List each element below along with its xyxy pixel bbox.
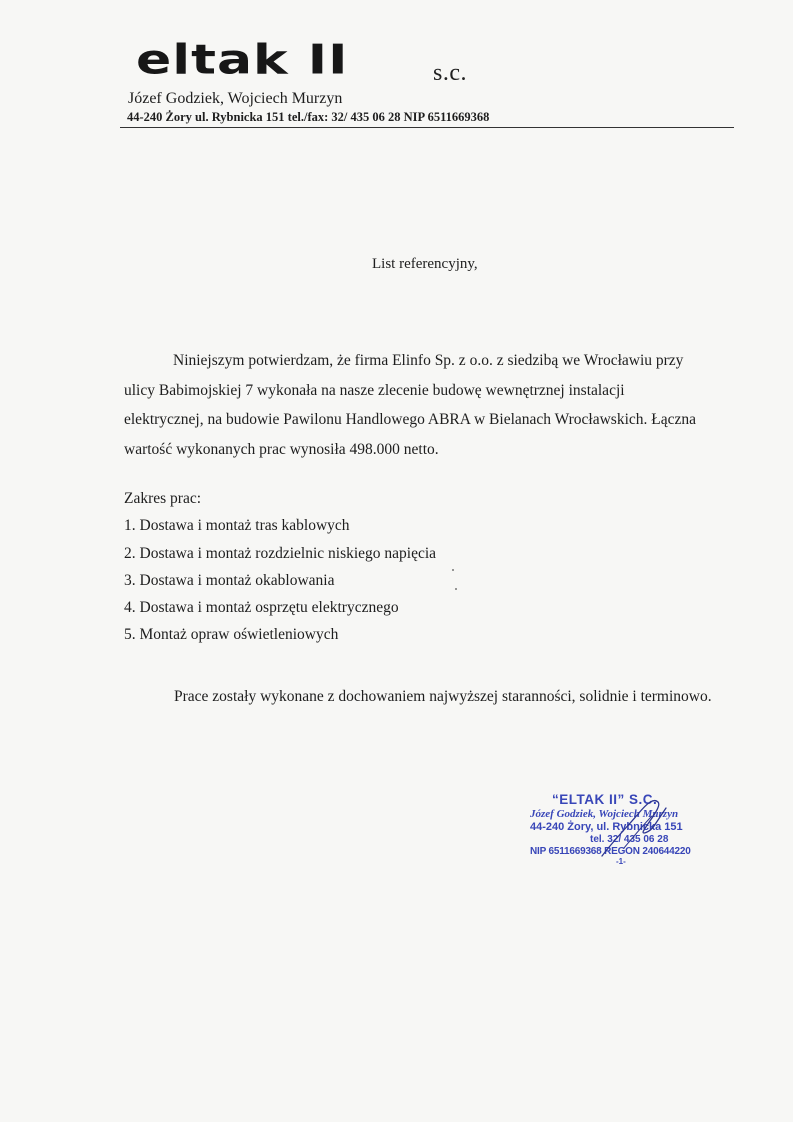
paragraph-line: ulicy Babimojskiej 7 wykonała na nasze zlecenie budowę wewnętrznej instalacji — [124, 381, 625, 399]
handwritten-signature — [594, 796, 674, 860]
letter-heading: List referencyjny, — [372, 256, 478, 272]
paragraph-line: Niniejszym potwierdzam, że firma Elinfo Sp. z o.o. z siedzibą we Wrocławiu przy — [173, 352, 684, 369]
company-stamp — [530, 790, 720, 870]
scope-item: 5. Montaż opraw oświetleniowych — [124, 626, 339, 644]
company-address: 44-240 Żory ul. Rybnicka 151 tel./fax: 32/ 435 06 28 NIP 6511669368 — [127, 110, 490, 124]
scope-item: 1. Dostawa i montaż tras kablowych — [124, 517, 350, 535]
closing-sentence: Prace zostały wykonane z dochowaniem najwyższej staranności, solidnie i terminowo. — [174, 688, 712, 705]
paragraph-line: wartość wykonanych prac wynosiła 498.000 netto. — [124, 440, 439, 458]
stamp-address: 44-240 Żory, ul. Rybnicka 151 — [530, 821, 683, 833]
scope-of-work — [124, 485, 436, 649]
scope-item: 3. Dostawa i montaż okablowania — [124, 571, 335, 589]
letter-paragraph — [124, 346, 739, 464]
letterhead-divider — [120, 127, 734, 128]
scope-item: 2. Dostawa i montaż rozdzielnic niskiego napięcia — [124, 544, 437, 562]
scan-speck — [455, 588, 457, 590]
logo-wordmark: eltak II — [136, 36, 349, 84]
stamp-company-name: “ELTAK II” S.C. — [552, 792, 658, 807]
stamp-tax-ids: NIP 6511669368 REGON 240644220 — [530, 846, 691, 857]
scope-title: Zakres prac: — [124, 490, 202, 507]
scan-speck — [452, 569, 454, 571]
stamp-phone: tel. 32/ 435 06 28 — [590, 834, 669, 845]
stamp-page-number: -1- — [616, 857, 626, 866]
scope-item: 4. Dostawa i montaż osprzętu elektrycznego — [124, 599, 399, 617]
paragraph-line: elektrycznej, na budowie Pawilonu Handlowego ABRA w Bielanach Wrocławskich. Łączna — [124, 411, 696, 428]
stamp-owners: Józef Godziek, Wojciech Murzyn — [530, 808, 679, 820]
logo-suffix: s.c. — [433, 60, 467, 86]
company-owners: Józef Godziek, Wojciech Murzyn — [128, 90, 343, 107]
company-logo — [136, 36, 467, 92]
